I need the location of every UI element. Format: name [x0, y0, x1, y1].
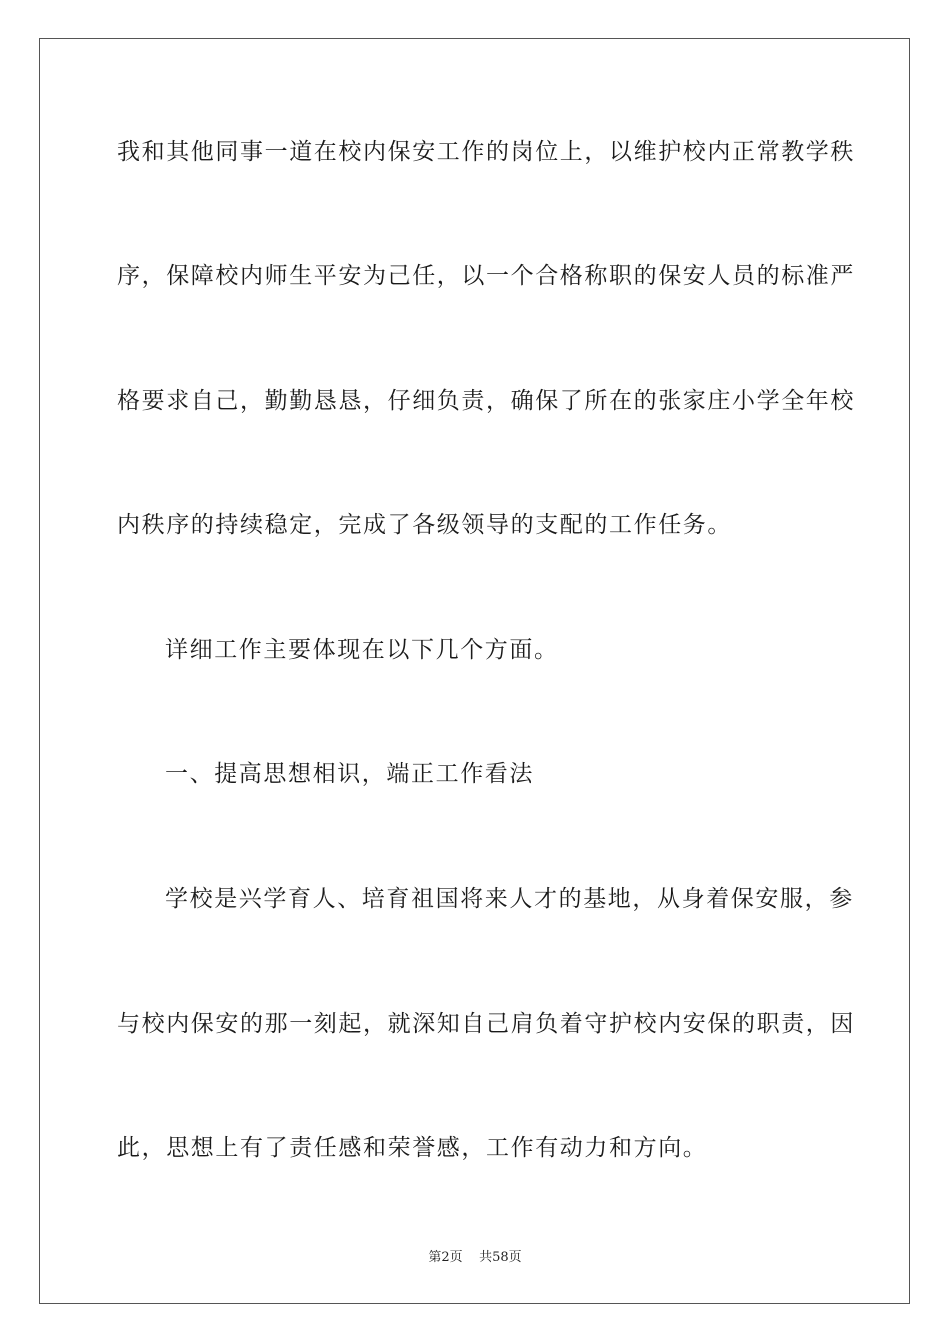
body-text-line: 序，保障校内师生平安为己任，以一个合格称职的保安人员的标准严 — [117, 263, 855, 289]
page-border — [39, 38, 910, 1304]
body-text-line: 内秩序的持续稳定，完成了各级领导的支配的工作任务。 — [117, 512, 732, 538]
body-text-line: 详细工作主要体现在以下几个方面。 — [165, 637, 559, 663]
page-number-footer: 第2页 共58页 — [428, 1250, 522, 1265]
body-text-line: 与校内保安的那一刻起，就深知自己肩负着守护校内安保的职责，因 — [117, 1011, 855, 1037]
body-text-line: 我和其他同事一道在校内保安工作的岗位上，以维护校内正常教学秩 — [117, 139, 855, 165]
body-text-line: 格要求自己，勤勤恳恳，仔细负责，确保了所在的张家庄小学全年校 — [117, 388, 855, 414]
section-heading: 一、提高思想相识，端正工作看法 — [165, 761, 534, 787]
body-text-line: 此，思想上有了责任感和荣誉感，工作有动力和方向。 — [117, 1135, 708, 1161]
body-text-line: 学校是兴学育人、培育祖国将来人才的基地，从身着保安服，参 — [165, 886, 854, 912]
